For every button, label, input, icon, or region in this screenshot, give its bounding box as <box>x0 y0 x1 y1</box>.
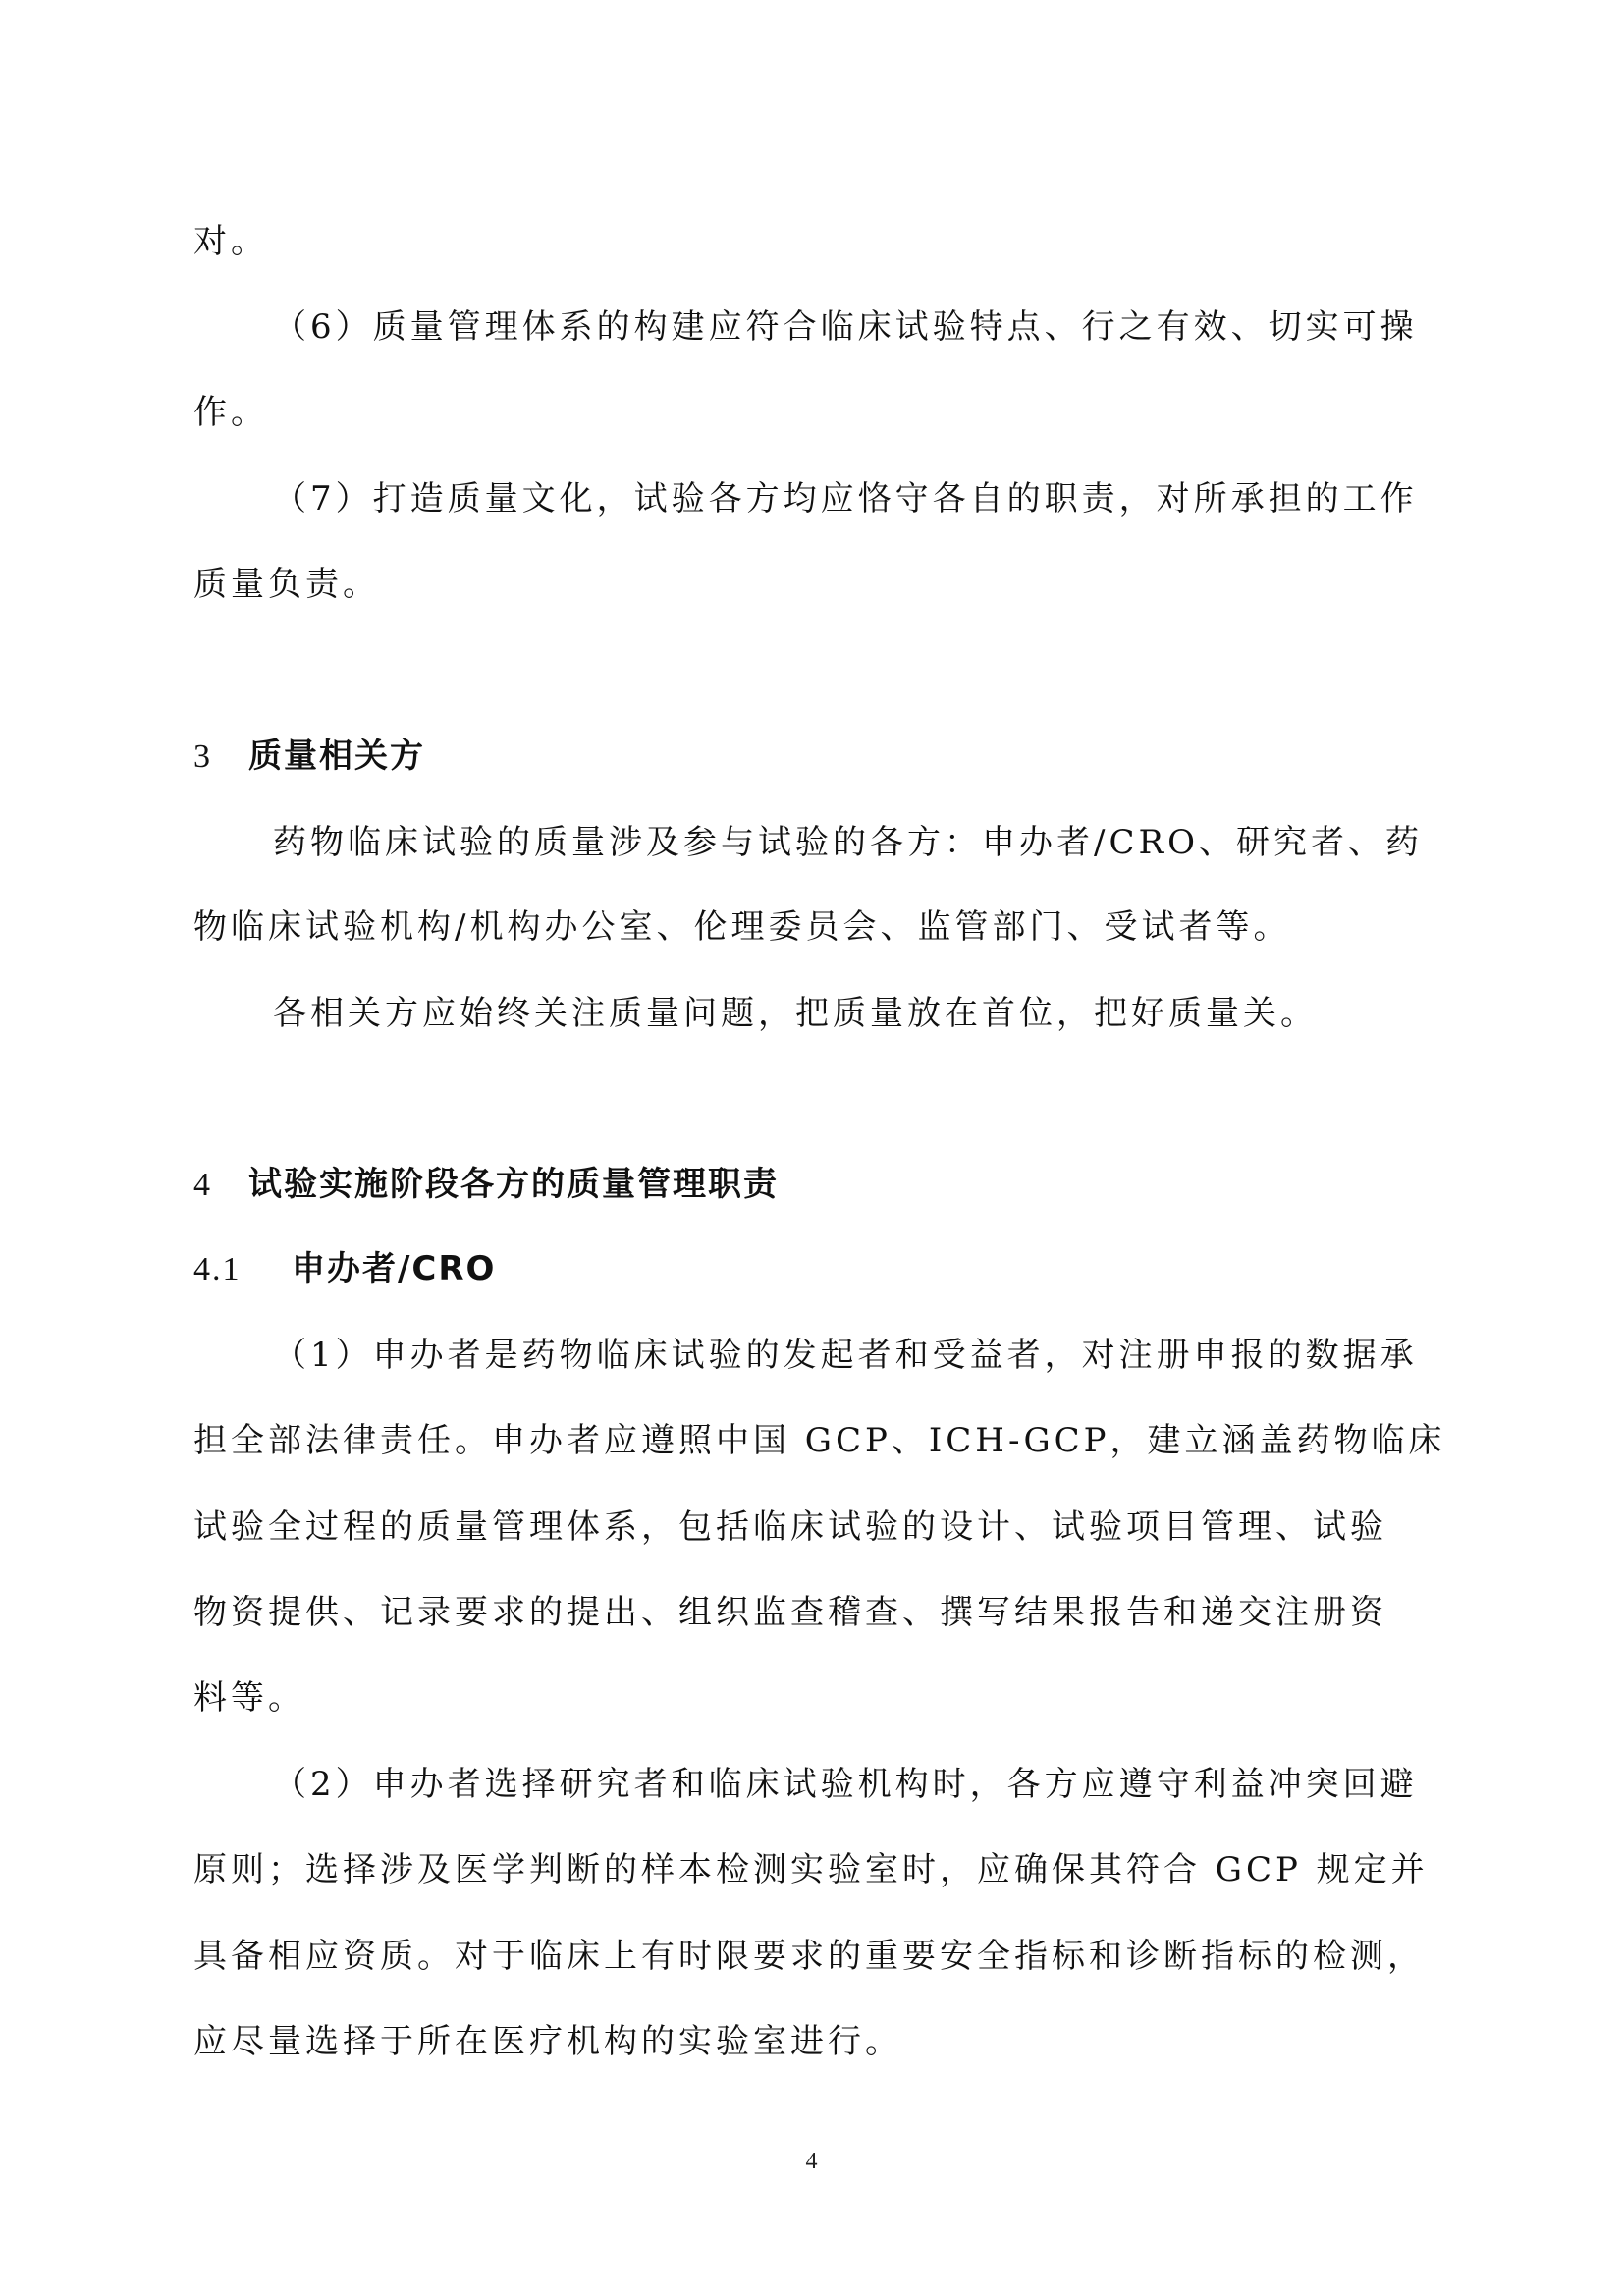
section-heading-4 <box>193 1163 779 1207</box>
section-title: 质量相关方 <box>248 737 425 776</box>
section-title: 申办者/CRO <box>292 1249 497 1288</box>
section-number: 3 <box>193 738 212 775</box>
paragraph-line: 对。 <box>193 222 268 261</box>
paragraph-line: 具备相应资质。对于临床上有时限要求的重要安全指标和诊断指标的检测， <box>193 1937 1425 1976</box>
page-number: 4 <box>805 2149 818 2174</box>
paragraph-line: 各相关方应始终关注质量问题，把质量放在首位，把好质量关。 <box>273 994 1318 1033</box>
paragraph-line: （6）质量管理体系的构建应符合临床试验特点、行之有效、切实可操 <box>273 307 1418 347</box>
paragraph-line: 物临床试验机构/机构办公室、伦理委员会、监管部门、受试者等。 <box>193 907 1291 947</box>
section-number: 4.1 <box>193 1251 242 1287</box>
section-heading-3 <box>193 735 425 779</box>
paragraph-line: 作。 <box>193 393 268 432</box>
paragraph-line: 物资提供、记录要求的提出、组织监查稽查、撰写结果报告和递交注册资 <box>193 1593 1387 1632</box>
paragraph-line: 应尽量选择于所在医疗机构的实验室进行。 <box>193 2022 902 2061</box>
paragraph-line: 担全部法律责任。申办者应遵照中国 GCP、ICH-GCP，建立涵盖药物临床 <box>193 1421 1446 1460</box>
paragraph-line: （7）打造质量文化，试验各方均应恪守各自的职责，对所承担的工作 <box>273 479 1418 519</box>
paragraph-line: （1）申办者是药物临床试验的发起者和受益者，对注册申报的数据承 <box>273 1336 1418 1375</box>
paragraph-line: 原则；选择涉及医学判断的样本检测实验室时，应确保其符合 GCP 规定并 <box>193 1850 1429 1889</box>
paragraph-line: 料等。 <box>193 1678 305 1718</box>
section-number: 4 <box>193 1167 212 1203</box>
paragraph-line: 试验全过程的质量管理体系，包括临床试验的设计、试验项目管理、试验 <box>193 1507 1387 1547</box>
paragraph-line: 质量负责。 <box>193 565 380 604</box>
paragraph-line: （2）申办者选择研究者和临床试验机构时，各方应遵守利益冲突回避 <box>273 1765 1418 1804</box>
section-title: 试验实施阶段各方的质量管理职责 <box>248 1165 779 1204</box>
paragraph-line: 药物临床试验的质量涉及参与试验的各方：申办者/CRO、研究者、药 <box>273 823 1423 862</box>
subsection-heading-4-1 <box>193 1247 496 1291</box>
